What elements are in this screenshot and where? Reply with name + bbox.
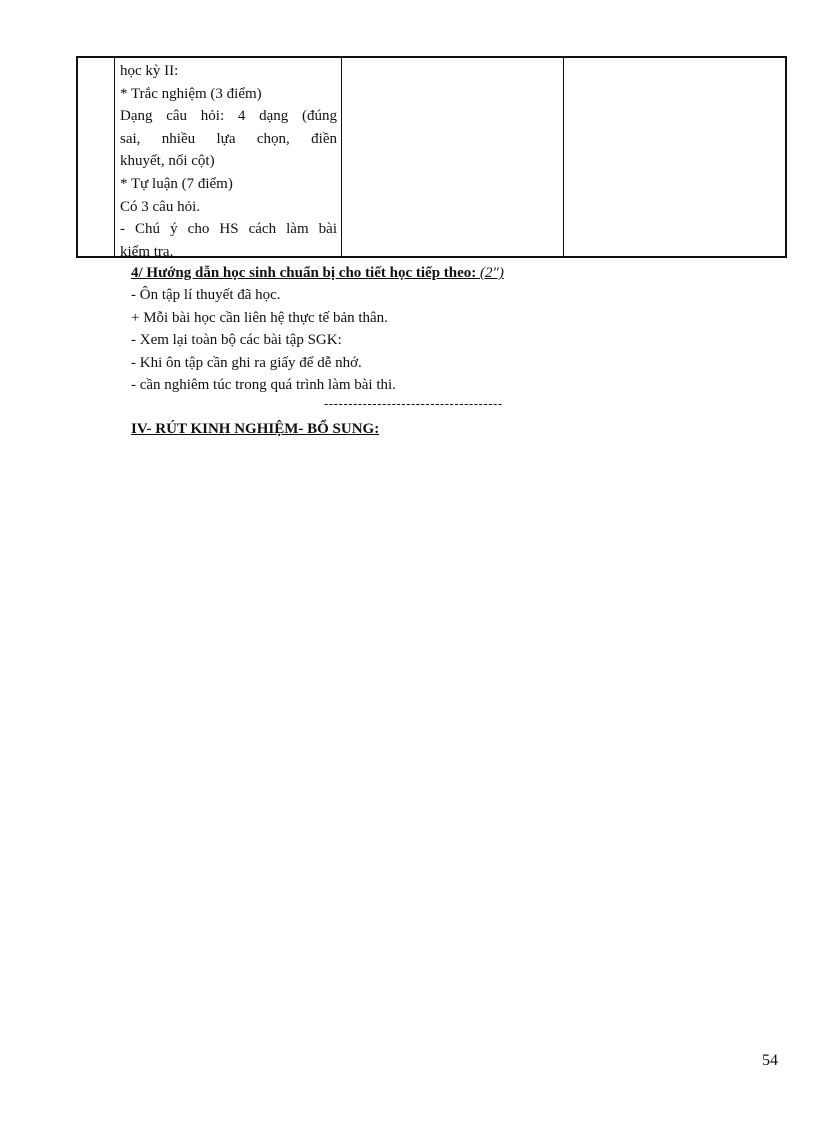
table-cell-index: [78, 58, 115, 256]
cell-line: * Tự luận (7 điểm): [120, 175, 233, 192]
list-item: - cần nghiêm túc trong quá trình làm bài thi.: [131, 377, 396, 393]
list-item: + Mỗi bài học cần liên hệ thực tế bản thân.: [131, 309, 388, 326]
cell-line: * Trắc nghiệm (3 điểm): [120, 85, 262, 102]
section-4: [131, 262, 771, 397]
section-4-time: (2"): [480, 265, 504, 281]
list-item: - Xem lại toàn bộ các bài tập SGK:: [131, 332, 342, 348]
section-iv-heading: IV- RÚT KINH NGHIỆM- BỔ SUNG:: [131, 421, 380, 437]
cell-line: Có 3 câu hỏi.: [120, 198, 200, 215]
list-item: - Khi ôn tập cần ghi ra giấy để dễ nhớ.: [131, 354, 362, 371]
table-cell-content: [115, 58, 342, 260]
section-4-heading-text: 4/ Hướng dẫn học sinh chuẩn bị cho tiết học tiếp theo:: [131, 265, 477, 281]
page-number: 54: [762, 1052, 778, 1069]
cell-line: Dạng câu hỏi: 4 dạng (đúng: [120, 108, 337, 125]
cell-line: - Chú ý cho HS cách làm bài: [120, 221, 337, 238]
cell-line: học kỳ II:: [120, 63, 179, 79]
section-4-heading: [131, 262, 771, 284]
cell-line: khuyết, nối cột): [120, 153, 215, 170]
cell-line: sai, nhiều lựa chọn, điền: [120, 130, 337, 147]
separator-line: -------------------------------------: [324, 396, 503, 411]
table-cell-empty: [564, 58, 785, 256]
list-item: - Ôn tập lí thuyết đã học.: [131, 287, 281, 303]
cell-line: kiểm tra.: [120, 243, 174, 260]
lesson-table: [76, 56, 787, 258]
table-cell-empty: [342, 58, 564, 256]
